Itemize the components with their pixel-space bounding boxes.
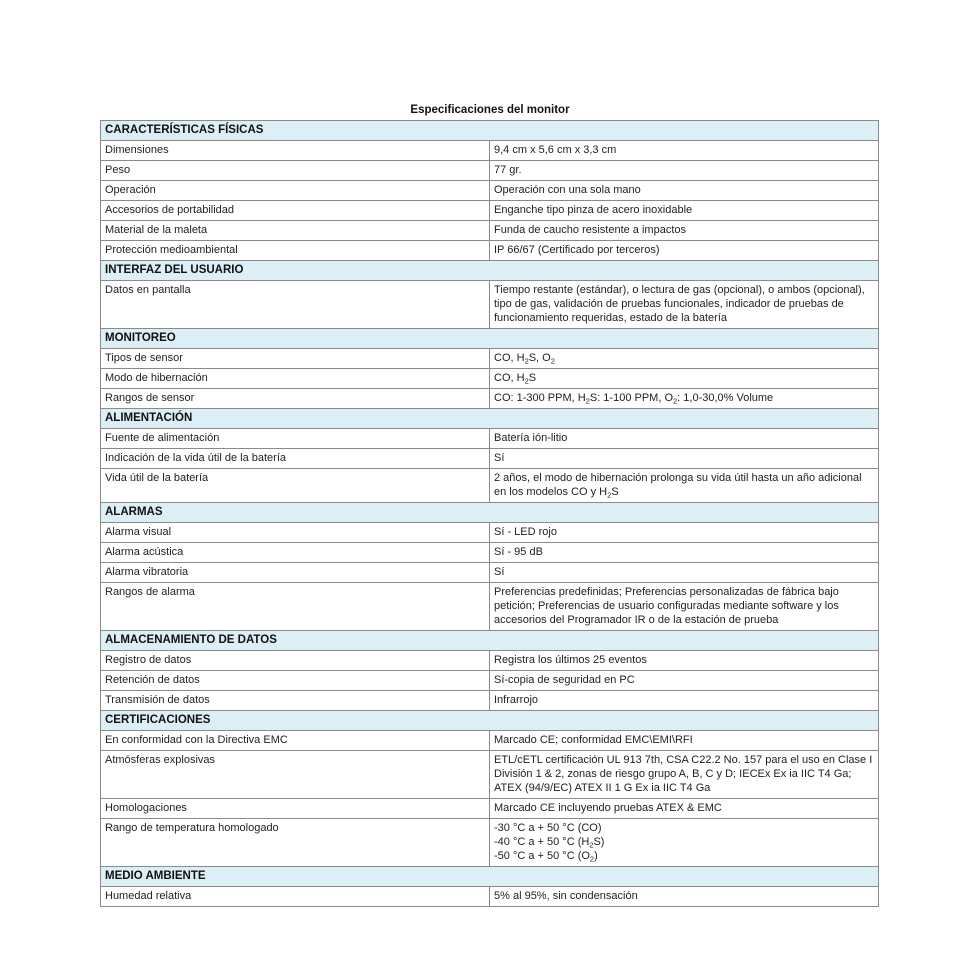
table-row: [101, 449, 879, 469]
spec-value-line: -50 °C a + 50 °C $(O_2)$: [494, 850, 598, 864]
spec-label: Retención de datos: [101, 671, 490, 691]
section-heading: CERTIFICACIONES: [101, 711, 879, 731]
spec-label: En conformidad con la Directiva EMC: [101, 731, 490, 751]
spec-value: 9,4 cm x 5,6 cm x 3,3 cm: [490, 141, 879, 161]
table-row: [101, 221, 879, 241]
spec-label: Alarma visual: [101, 523, 490, 543]
spec-value: IP 66/67 (Certificado por terceros): [490, 241, 879, 261]
section-heading: INTERFAZ DEL USUARIO: [101, 261, 879, 281]
table-row: [101, 161, 879, 181]
section-heading: ALIMENTACIÓN: [101, 409, 879, 429]
spec-value-line: -30 °C a + 50 °C (CO): [494, 822, 602, 834]
spec-value: Marcado CE incluyendo pruebas ATEX & EMC: [490, 799, 879, 819]
document-title: Especificaciones del monitor: [410, 104, 570, 116]
section-header-row: [101, 261, 879, 281]
spec-label: Accesorios de portabilidad: [101, 201, 490, 221]
spec-label: Registro de datos: [101, 651, 490, 671]
subscript: 2: [524, 376, 529, 386]
spec-label: Humedad relativa: [101, 887, 490, 907]
spec-value: Sí: [490, 563, 879, 583]
subscript: 2: [550, 356, 555, 366]
table-row: [101, 349, 879, 369]
table-row: [101, 469, 879, 503]
table-row: [101, 181, 879, 201]
table-row: [101, 201, 879, 221]
spec-value: [490, 819, 879, 867]
table-row: [101, 563, 879, 583]
spec-label: Alarma acústica: [101, 543, 490, 563]
spec-value: Sí-copia de seguridad en PC: [490, 671, 879, 691]
spec-label: Transmisión de datos: [101, 691, 490, 711]
section-header-row: [101, 631, 879, 651]
spec-label: Fuente de alimentación: [101, 429, 490, 449]
spec-value: Funda de caucho resistente a impactos: [490, 221, 879, 241]
spec-label: Rangos de alarma: [101, 583, 490, 631]
spec-value: Tiempo restante (estándar), o lectura de gas (opcional), o ambos (opcional), tipo de gas, validación de pruebas funcionales, indicador de pruebas de funcionamiento requeridas, estado de la batería: [490, 281, 879, 329]
spec-label: Modo de hibernación: [101, 369, 490, 389]
spec-value: Enganche tipo pinza de acero inoxidable: [490, 201, 879, 221]
table-row: [101, 281, 879, 329]
spec-value: Marcado CE; conformidad EMC\EMI\RFI: [490, 731, 879, 751]
section-heading: MEDIO AMBIENTE: [101, 867, 879, 887]
table-row: [101, 819, 879, 867]
table-row: [101, 241, 879, 261]
section-header-row: [101, 329, 879, 349]
spec-value: 77 gr.: [490, 161, 879, 181]
section-header-row: [101, 503, 879, 523]
spec-value-line: -40 °C a + 50 °C $(H_2S)$: [494, 836, 605, 850]
section-heading: MONITOREO: [101, 329, 879, 349]
section-heading: ALARMAS: [101, 503, 879, 523]
subscript: 2: [585, 396, 590, 406]
section-header-row: [101, 409, 879, 429]
section-heading: ALMACENAMIENTO DE DATOS: [101, 631, 879, 651]
table-row: [101, 429, 879, 449]
spec-value: Infrarrojo: [490, 691, 879, 711]
subscript: 2: [524, 356, 529, 366]
spec-label: Protección medioambiental: [101, 241, 490, 261]
spec-value: Sí - 95 dB: [490, 543, 879, 563]
spec-label: Peso: [101, 161, 490, 181]
subscript: 2: [607, 490, 612, 500]
table-row: [101, 141, 879, 161]
table-row: [101, 369, 879, 389]
spec-value: Operación con una sola mano: [490, 181, 879, 201]
spec-label: Tipos de sensor: [101, 349, 490, 369]
table-row: [101, 523, 879, 543]
spec-value: CO, $H_2S$, $O_2$: [490, 349, 879, 369]
spec-value: Preferencias predefinidas; Preferencias personalizadas de fábrica bajo petición; Preferencias de usuario configuradas mediante software y los accesorios del Programador IR o de la estación de prueba: [490, 583, 879, 631]
section-header-row: [101, 867, 879, 887]
section-heading: CARACTERÍSTICAS FÍSICAS: [101, 121, 879, 141]
table-row: [101, 583, 879, 631]
table-row: [101, 691, 879, 711]
spec-label: Alarma vibratoria: [101, 563, 490, 583]
table-row: [101, 651, 879, 671]
spec-value: Batería ión-litio: [490, 429, 879, 449]
spec-label: Indicación de la vida útil de la batería: [101, 449, 490, 469]
specifications-table: [100, 120, 879, 907]
spec-label: Dimensiones: [101, 141, 490, 161]
specifications-table-body: [101, 121, 879, 907]
spec-label: Vida útil de la batería: [101, 469, 490, 503]
spec-label: Rangos de sensor: [101, 389, 490, 409]
spec-value: ETL/cETL certificación UL 913 7th, CSA C22.2 No. 157 para el uso en Clase I División 1 & 2, zonas de riesgo grupo A, B, C y D; IECEx Ex ia IIC T4 Ga; ATEX (94/9/EC) ATEX II 1 G Ex ia IIC T4 Ga: [490, 751, 879, 799]
spec-label: Datos en pantalla: [101, 281, 490, 329]
subscript: 2: [673, 396, 678, 406]
table-row: [101, 751, 879, 799]
spec-label: Operación: [101, 181, 490, 201]
subscript: 2: [589, 840, 594, 850]
spec-value: Sí - LED rojo: [490, 523, 879, 543]
spec-value: 2 años, el modo de hibernación prolonga su vida útil hasta un año adicional en los modelos CO y $H_2S$: [490, 469, 879, 503]
section-header-row: [101, 121, 879, 141]
spec-label: Homologaciones: [101, 799, 490, 819]
spec-value: Sí: [490, 449, 879, 469]
table-row: [101, 887, 879, 907]
table-row: [101, 671, 879, 691]
spec-value: CO: 1-300 PPM, $H_2S$: 1-100 PPM, $O_2$: 1,0-30,0% Volume: [490, 389, 879, 409]
table-row: [101, 389, 879, 409]
subscript: 2: [589, 854, 595, 864]
table-row: [101, 543, 879, 563]
section-header-row: [101, 711, 879, 731]
spec-label: Material de la maleta: [101, 221, 490, 241]
spec-value: 5% al 95%, sin condensación: [490, 887, 879, 907]
spec-value: Registra los últimos 25 eventos: [490, 651, 879, 671]
spec-value: CO, $H_2S$: [490, 369, 879, 389]
table-row: [101, 799, 879, 819]
spec-label: Rango de temperatura homologado: [101, 819, 490, 867]
table-row: [101, 731, 879, 751]
spec-label: Atmósferas explosivas: [101, 751, 490, 799]
